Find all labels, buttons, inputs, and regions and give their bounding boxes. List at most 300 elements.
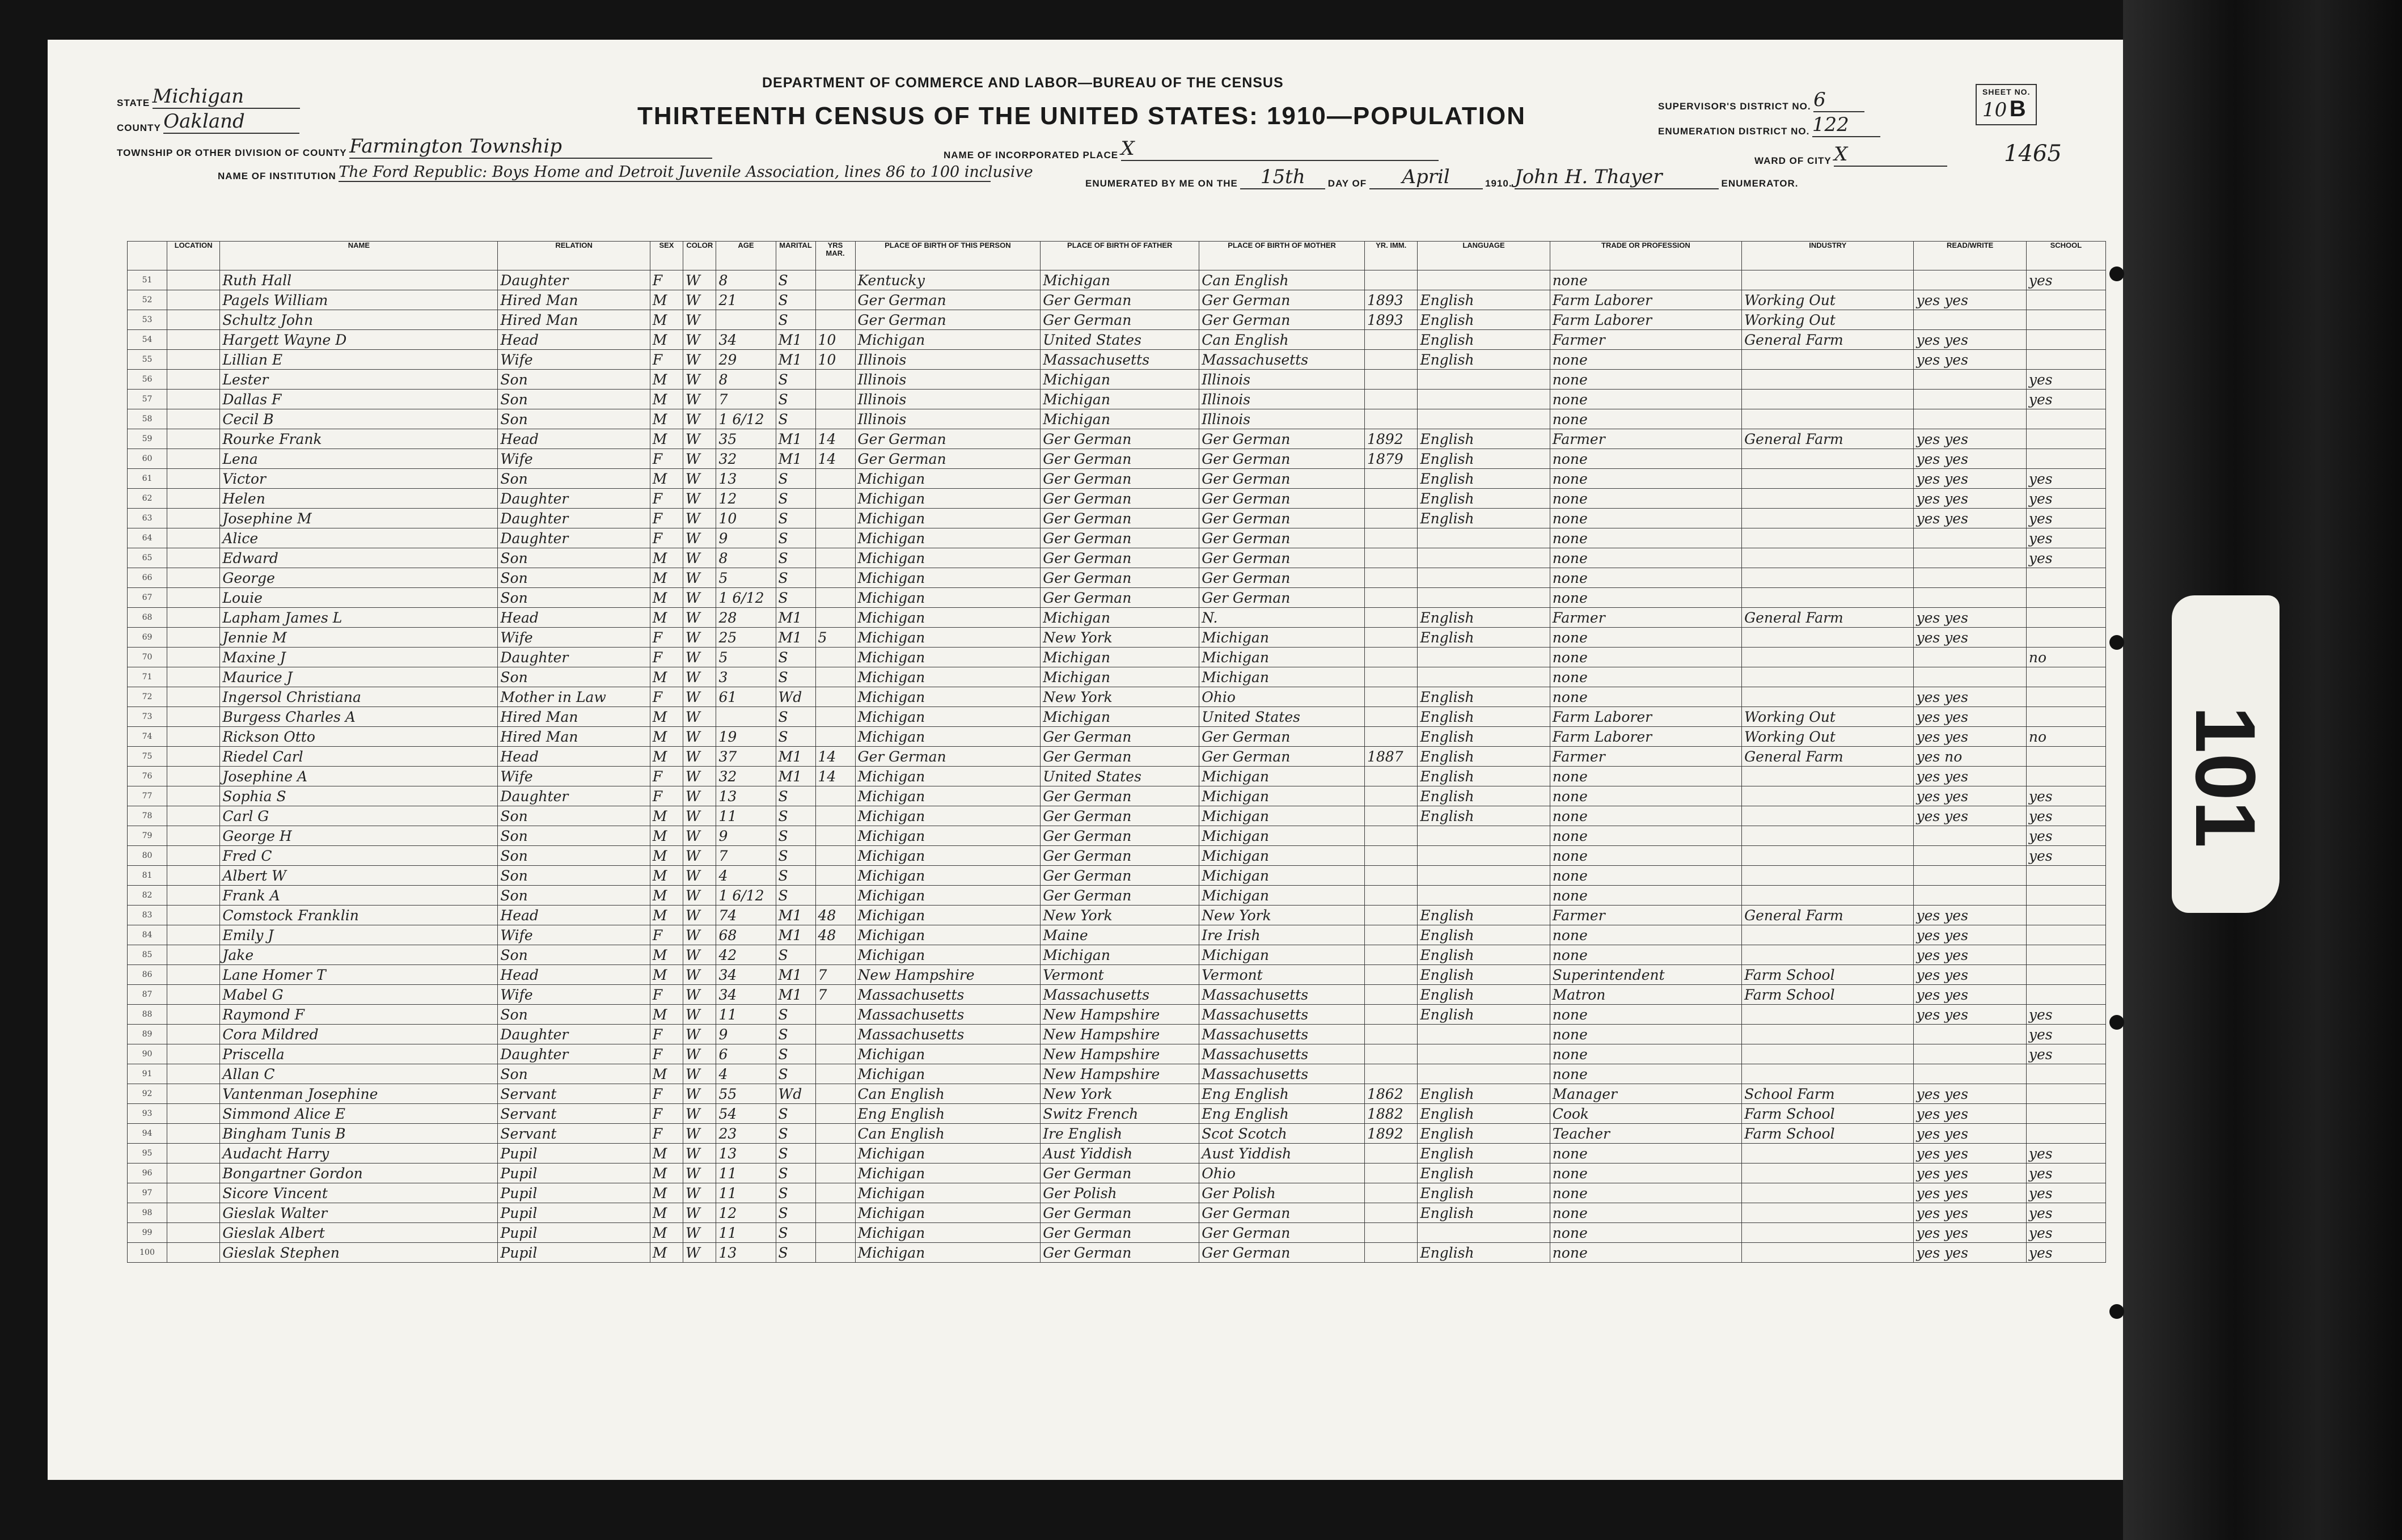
age-cell: 9 (716, 528, 776, 548)
sex-cell: F (650, 628, 683, 648)
school-cell: yes (2026, 509, 2105, 528)
immigration-year-cell (1364, 667, 1417, 687)
table-row (128, 826, 2106, 846)
industry-cell (1742, 350, 1914, 370)
industry-cell: General Farm (1742, 429, 1914, 449)
marital-status-cell: M1 (776, 906, 815, 925)
father-birthplace-cell: Ger German (1041, 449, 1199, 469)
years-married-cell: 10 (815, 330, 855, 350)
years-married-cell (815, 409, 855, 429)
relation-cell: Son (498, 826, 650, 846)
institution-row (218, 163, 1033, 182)
marital-status-cell: M1 (776, 925, 815, 945)
immigration-year-cell: 1882 (1364, 1104, 1417, 1124)
person-name-cell: Sicore Vincent (220, 1183, 498, 1203)
mother-birthplace-cell: Ger German (1199, 548, 1365, 568)
relation-cell: Head (498, 330, 650, 350)
years-married-cell (815, 1223, 855, 1243)
line-number-cell: 87 (128, 985, 167, 1005)
age-cell: 1 6/12 (716, 409, 776, 429)
person-name-cell: Cora Mildred (220, 1025, 498, 1044)
marital-status-cell: S (776, 390, 815, 409)
school-cell (2026, 945, 2105, 965)
punch-hole (2109, 1304, 2124, 1319)
location-cell (167, 429, 220, 449)
immigration-year-cell (1364, 727, 1417, 747)
sheet-side: B (2009, 96, 2027, 121)
table-row (128, 1064, 2106, 1084)
school-cell: yes (2026, 846, 2105, 866)
birthplace-cell: Ger German (855, 449, 1041, 469)
color-cell: W (683, 886, 716, 906)
color-cell: W (683, 489, 716, 509)
language-cell: English (1418, 945, 1550, 965)
mother-birthplace-cell: Can English (1199, 270, 1365, 290)
years-married-cell (815, 608, 855, 628)
col-read-write: READ/WRITE (1914, 242, 2026, 270)
trade-cell: none (1550, 548, 1741, 568)
table-row (128, 409, 2106, 429)
years-married-cell (815, 1025, 855, 1044)
mother-birthplace-cell: Ger German (1199, 469, 1365, 489)
census-sheet (48, 40, 2123, 1480)
birthplace-cell: Massachusetts (855, 1005, 1041, 1025)
industry-cell (1742, 1044, 1914, 1064)
industry-cell: Farm School (1742, 1104, 1914, 1124)
state-row (117, 85, 300, 109)
mother-birthplace-cell: Ger German (1199, 528, 1365, 548)
age-cell: 11 (716, 1005, 776, 1025)
person-name-cell: Vantenman Josephine (220, 1084, 498, 1104)
read-write-cell: yes yes (1914, 1243, 2026, 1263)
line-number-cell: 59 (128, 429, 167, 449)
immigration-year-cell (1364, 528, 1417, 548)
sex-cell: M (650, 806, 683, 826)
trade-cell: Farm Laborer (1550, 290, 1741, 310)
age-cell: 6 (716, 1044, 776, 1064)
immigration-year-cell (1364, 509, 1417, 528)
color-cell: W (683, 628, 716, 648)
years-married-cell (815, 270, 855, 290)
marital-status-cell: S (776, 1064, 815, 1084)
father-birthplace-cell: Ger German (1041, 886, 1199, 906)
enum-district-row (1658, 113, 1880, 137)
person-name-cell: Lillian E (220, 350, 498, 370)
mother-birthplace-cell: Michigan (1199, 846, 1365, 866)
table-row (128, 925, 2106, 945)
years-married-cell (815, 528, 855, 548)
immigration-year-cell (1364, 608, 1417, 628)
color-cell: W (683, 608, 716, 628)
punch-hole (2109, 635, 2124, 650)
age-cell: 68 (716, 925, 776, 945)
language-cell: English (1418, 1243, 1550, 1263)
col-school: SCHOOL (2026, 242, 2105, 270)
immigration-year-cell (1364, 886, 1417, 906)
marital-status-cell: S (776, 1104, 815, 1124)
age-cell: 21 (716, 290, 776, 310)
immigration-year-cell (1364, 469, 1417, 489)
language-cell: English (1418, 965, 1550, 985)
age-cell: 10 (716, 509, 776, 528)
school-cell (2026, 608, 2105, 628)
person-name-cell: Dallas F (220, 390, 498, 409)
birthplace-cell: Michigan (855, 1064, 1041, 1084)
language-cell: English (1418, 429, 1550, 449)
age-cell: 61 (716, 687, 776, 707)
industry-cell (1742, 866, 1914, 886)
father-birthplace-cell: Ger German (1041, 568, 1199, 588)
trade-cell: Farm Laborer (1550, 310, 1741, 330)
years-married-cell (815, 786, 855, 806)
line-number-cell: 85 (128, 945, 167, 965)
birthplace-cell: Michigan (855, 1223, 1041, 1243)
language-cell: English (1418, 1183, 1550, 1203)
marital-status-cell: S (776, 886, 815, 906)
school-cell (2026, 290, 2105, 310)
table-row (128, 310, 2106, 330)
table-row (128, 747, 2106, 767)
school-cell: yes (2026, 786, 2105, 806)
school-cell (2026, 350, 2105, 370)
sex-cell: F (650, 786, 683, 806)
person-name-cell: Josephine M (220, 509, 498, 528)
mother-birthplace-cell: Massachusetts (1199, 1005, 1365, 1025)
language-cell: English (1418, 1124, 1550, 1144)
language-cell (1418, 390, 1550, 409)
color-cell: W (683, 786, 716, 806)
birthplace-cell: Michigan (855, 509, 1041, 528)
language-cell (1418, 568, 1550, 588)
relation-cell: Head (498, 429, 650, 449)
years-married-cell (815, 390, 855, 409)
father-birthplace-cell: Ger German (1041, 528, 1199, 548)
trade-cell: Farmer (1550, 747, 1741, 767)
marital-status-cell: M1 (776, 350, 815, 370)
county-label: COUNTY (117, 122, 161, 133)
ward-value: X (1834, 143, 1947, 167)
line-number-cell: 92 (128, 1084, 167, 1104)
father-birthplace-cell: Michigan (1041, 390, 1199, 409)
read-write-cell: yes yes (1914, 489, 2026, 509)
line-number-cell: 60 (128, 449, 167, 469)
sheet-tab (2172, 595, 2280, 913)
trade-cell: Superintendent (1550, 965, 1741, 985)
sex-cell: M (650, 1064, 683, 1084)
father-birthplace-cell: Michigan (1041, 270, 1199, 290)
enumerator-name: John H. Thayer (1515, 166, 1719, 189)
years-married-cell (815, 509, 855, 528)
relation-cell: Wife (498, 925, 650, 945)
sex-cell: M (650, 1223, 683, 1243)
language-cell (1418, 1044, 1550, 1064)
age-cell: 11 (716, 1164, 776, 1183)
marital-status-cell: Wd (776, 1084, 815, 1104)
table-row (128, 806, 2106, 826)
immigration-year-cell (1364, 370, 1417, 390)
industry-cell (1742, 1025, 1914, 1044)
immigration-year-cell (1364, 1005, 1417, 1025)
age-cell: 3 (716, 667, 776, 687)
language-cell (1418, 588, 1550, 608)
read-write-cell (1914, 886, 2026, 906)
table-row (128, 687, 2106, 707)
relation-cell: Head (498, 608, 650, 628)
color-cell: W (683, 727, 716, 747)
immigration-year-cell (1364, 390, 1417, 409)
person-name-cell: Maxine J (220, 648, 498, 667)
school-cell: yes (2026, 826, 2105, 846)
school-cell: yes (2026, 1183, 2105, 1203)
location-cell (167, 568, 220, 588)
trade-cell: none (1550, 1064, 1741, 1084)
col-trade: TRADE OR PROFESSION (1550, 242, 1741, 270)
age-cell: 1 6/12 (716, 588, 776, 608)
relation-cell: Son (498, 548, 650, 568)
relation-cell: Pupil (498, 1223, 650, 1243)
line-number-cell: 68 (128, 608, 167, 628)
trade-cell: none (1550, 489, 1741, 509)
line-number-cell: 54 (128, 330, 167, 350)
line-number-cell: 63 (128, 509, 167, 528)
sex-cell: M (650, 370, 683, 390)
read-write-cell: yes yes (1914, 1164, 2026, 1183)
birthplace-cell: Michigan (855, 906, 1041, 925)
language-cell: English (1418, 350, 1550, 370)
person-name-cell: Albert W (220, 866, 498, 886)
mother-birthplace-cell: Michigan (1199, 648, 1365, 667)
line-number-cell: 67 (128, 588, 167, 608)
marital-status-cell: M1 (776, 628, 815, 648)
industry-cell (1742, 548, 1914, 568)
trade-cell: Teacher (1550, 1124, 1741, 1144)
age-cell: 37 (716, 747, 776, 767)
years-married-cell: 5 (815, 628, 855, 648)
sex-cell: F (650, 1025, 683, 1044)
read-write-cell: yes yes (1914, 727, 2026, 747)
read-write-cell: yes yes (1914, 350, 2026, 370)
language-cell (1418, 866, 1550, 886)
person-name-cell: Bongartner Gordon (220, 1164, 498, 1183)
industry-cell (1742, 449, 1914, 469)
color-cell: W (683, 747, 716, 767)
person-name-cell: Rourke Frank (220, 429, 498, 449)
years-married-cell (815, 489, 855, 509)
trade-cell: none (1550, 767, 1741, 786)
read-write-cell (1914, 310, 2026, 330)
color-cell: W (683, 1144, 716, 1164)
ward-label: WARD OF CITY (1754, 155, 1832, 166)
years-married-cell: 14 (815, 449, 855, 469)
sex-cell: M (650, 1183, 683, 1203)
birthplace-cell: Michigan (855, 548, 1041, 568)
language-cell: English (1418, 727, 1550, 747)
school-cell (2026, 687, 2105, 707)
color-cell: W (683, 568, 716, 588)
industry-cell (1742, 1183, 1914, 1203)
trade-cell: none (1550, 1203, 1741, 1223)
father-birthplace-cell: Ger German (1041, 1223, 1199, 1243)
col-name: NAME (220, 242, 498, 270)
industry-cell (1742, 568, 1914, 588)
marital-status-cell: S (776, 548, 815, 568)
county-value: Oakland (163, 110, 299, 134)
relation-cell: Head (498, 965, 650, 985)
school-cell (2026, 906, 2105, 925)
mother-birthplace-cell: Michigan (1199, 628, 1365, 648)
birthplace-cell: Michigan (855, 330, 1041, 350)
language-cell (1418, 528, 1550, 548)
mother-birthplace-cell: Massachusetts (1199, 350, 1365, 370)
father-birthplace-cell: Michigan (1041, 945, 1199, 965)
birthplace-cell: New Hampshire (855, 965, 1041, 985)
immigration-year-cell (1364, 945, 1417, 965)
language-cell: English (1418, 747, 1550, 767)
trade-cell: none (1550, 509, 1741, 528)
years-married-cell (815, 1104, 855, 1124)
color-cell: W (683, 1064, 716, 1084)
punch-hole (2109, 1015, 2124, 1030)
school-cell: yes (2026, 1243, 2105, 1263)
table-row (128, 965, 2106, 985)
mother-birthplace-cell: Illinois (1199, 409, 1365, 429)
industry-cell (1742, 1203, 1914, 1223)
table-row (128, 846, 2106, 866)
location-cell (167, 727, 220, 747)
line-number-cell: 90 (128, 1044, 167, 1064)
father-birthplace-cell: Massachusetts (1041, 350, 1199, 370)
school-cell: yes (2026, 390, 2105, 409)
person-name-cell: Maurice J (220, 667, 498, 687)
relation-cell: Mother in Law (498, 687, 650, 707)
marital-status-cell: S (776, 509, 815, 528)
age-cell: 34 (716, 965, 776, 985)
col-age: AGE (716, 242, 776, 270)
person-name-cell: Victor (220, 469, 498, 489)
location-cell (167, 1144, 220, 1164)
father-birthplace-cell: Ger German (1041, 290, 1199, 310)
person-name-cell: Hargett Wayne D (220, 330, 498, 350)
mother-birthplace-cell: New York (1199, 906, 1365, 925)
read-write-cell (1914, 648, 2026, 667)
table-row (128, 429, 2106, 449)
sex-cell: M (650, 866, 683, 886)
birthplace-cell: Michigan (855, 568, 1041, 588)
table-row (128, 767, 2106, 786)
read-write-cell: yes yes (1914, 1005, 2026, 1025)
birthplace-cell: Michigan (855, 608, 1041, 628)
read-write-cell (1914, 1025, 2026, 1044)
industry-cell: General Farm (1742, 608, 1914, 628)
school-cell (2026, 965, 2105, 985)
census-title: THIRTEENTH CENSUS OF THE UNITED STATES: 1910—POPULATION (637, 102, 1526, 130)
table-row (128, 786, 2106, 806)
years-married-cell (815, 648, 855, 667)
language-cell: English (1418, 330, 1550, 350)
trade-cell: none (1550, 390, 1741, 409)
table-row (128, 1104, 2106, 1124)
table-row (128, 548, 2106, 568)
person-name-cell: Mabel G (220, 985, 498, 1005)
age-cell: 35 (716, 429, 776, 449)
table-row (128, 588, 2106, 608)
color-cell: W (683, 906, 716, 925)
industry-cell (1742, 528, 1914, 548)
line-number-cell: 62 (128, 489, 167, 509)
school-cell: yes (2026, 806, 2105, 826)
location-cell (167, 985, 220, 1005)
trade-cell: Cook (1550, 1104, 1741, 1124)
col-line (128, 242, 167, 270)
immigration-year-cell (1364, 906, 1417, 925)
person-name-cell: Allan C (220, 1064, 498, 1084)
sex-cell: M (650, 1144, 683, 1164)
trade-cell: none (1550, 1005, 1741, 1025)
industry-cell: General Farm (1742, 330, 1914, 350)
line-number-cell: 86 (128, 965, 167, 985)
marital-status-cell: M1 (776, 767, 815, 786)
enumerated-label: ENUMERATED BY ME ON THE (1085, 178, 1238, 189)
table-row (128, 1223, 2106, 1243)
father-birthplace-cell: Michigan (1041, 648, 1199, 667)
school-cell: yes (2026, 1223, 2105, 1243)
marital-status-cell: S (776, 786, 815, 806)
birthplace-cell: Michigan (855, 1044, 1041, 1064)
location-cell (167, 886, 220, 906)
line-number-cell: 95 (128, 1144, 167, 1164)
mother-birthplace-cell: Ger German (1199, 429, 1365, 449)
years-married-cell (815, 1084, 855, 1104)
birthplace-cell: Michigan (855, 806, 1041, 826)
school-cell: no (2026, 648, 2105, 667)
age-cell: 13 (716, 786, 776, 806)
relation-cell: Son (498, 1064, 650, 1084)
supervisor-value: 6 (1813, 88, 1864, 112)
sex-cell: M (650, 409, 683, 429)
mother-birthplace-cell: Aust Yiddish (1199, 1144, 1365, 1164)
sex-cell: M (650, 1203, 683, 1223)
age-cell: 13 (716, 469, 776, 489)
years-married-cell: 7 (815, 965, 855, 985)
color-cell: W (683, 449, 716, 469)
school-cell: yes (2026, 1164, 2105, 1183)
sex-cell: F (650, 687, 683, 707)
marital-status-cell: S (776, 270, 815, 290)
marital-status-cell: S (776, 1044, 815, 1064)
location-cell (167, 1084, 220, 1104)
trade-cell: none (1550, 1183, 1741, 1203)
table-row (128, 1164, 2106, 1183)
school-cell (2026, 330, 2105, 350)
table-row (128, 945, 2106, 965)
language-cell: English (1418, 687, 1550, 707)
trade-cell: none (1550, 628, 1741, 648)
relation-cell: Son (498, 806, 650, 826)
table-row (128, 1084, 2106, 1104)
mother-birthplace-cell: Ger German (1199, 449, 1365, 469)
years-married-cell (815, 1144, 855, 1164)
immigration-year-cell (1364, 1203, 1417, 1223)
industry-cell (1742, 1005, 1914, 1025)
stamp-number: 1465 (2004, 141, 2062, 167)
birthplace-cell: Michigan (855, 846, 1041, 866)
table-row (128, 985, 2106, 1005)
line-number-cell: 98 (128, 1203, 167, 1223)
state-value: Michigan (153, 85, 300, 109)
years-married-cell: 14 (815, 767, 855, 786)
relation-cell: Son (498, 866, 650, 886)
language-cell: English (1418, 985, 1550, 1005)
